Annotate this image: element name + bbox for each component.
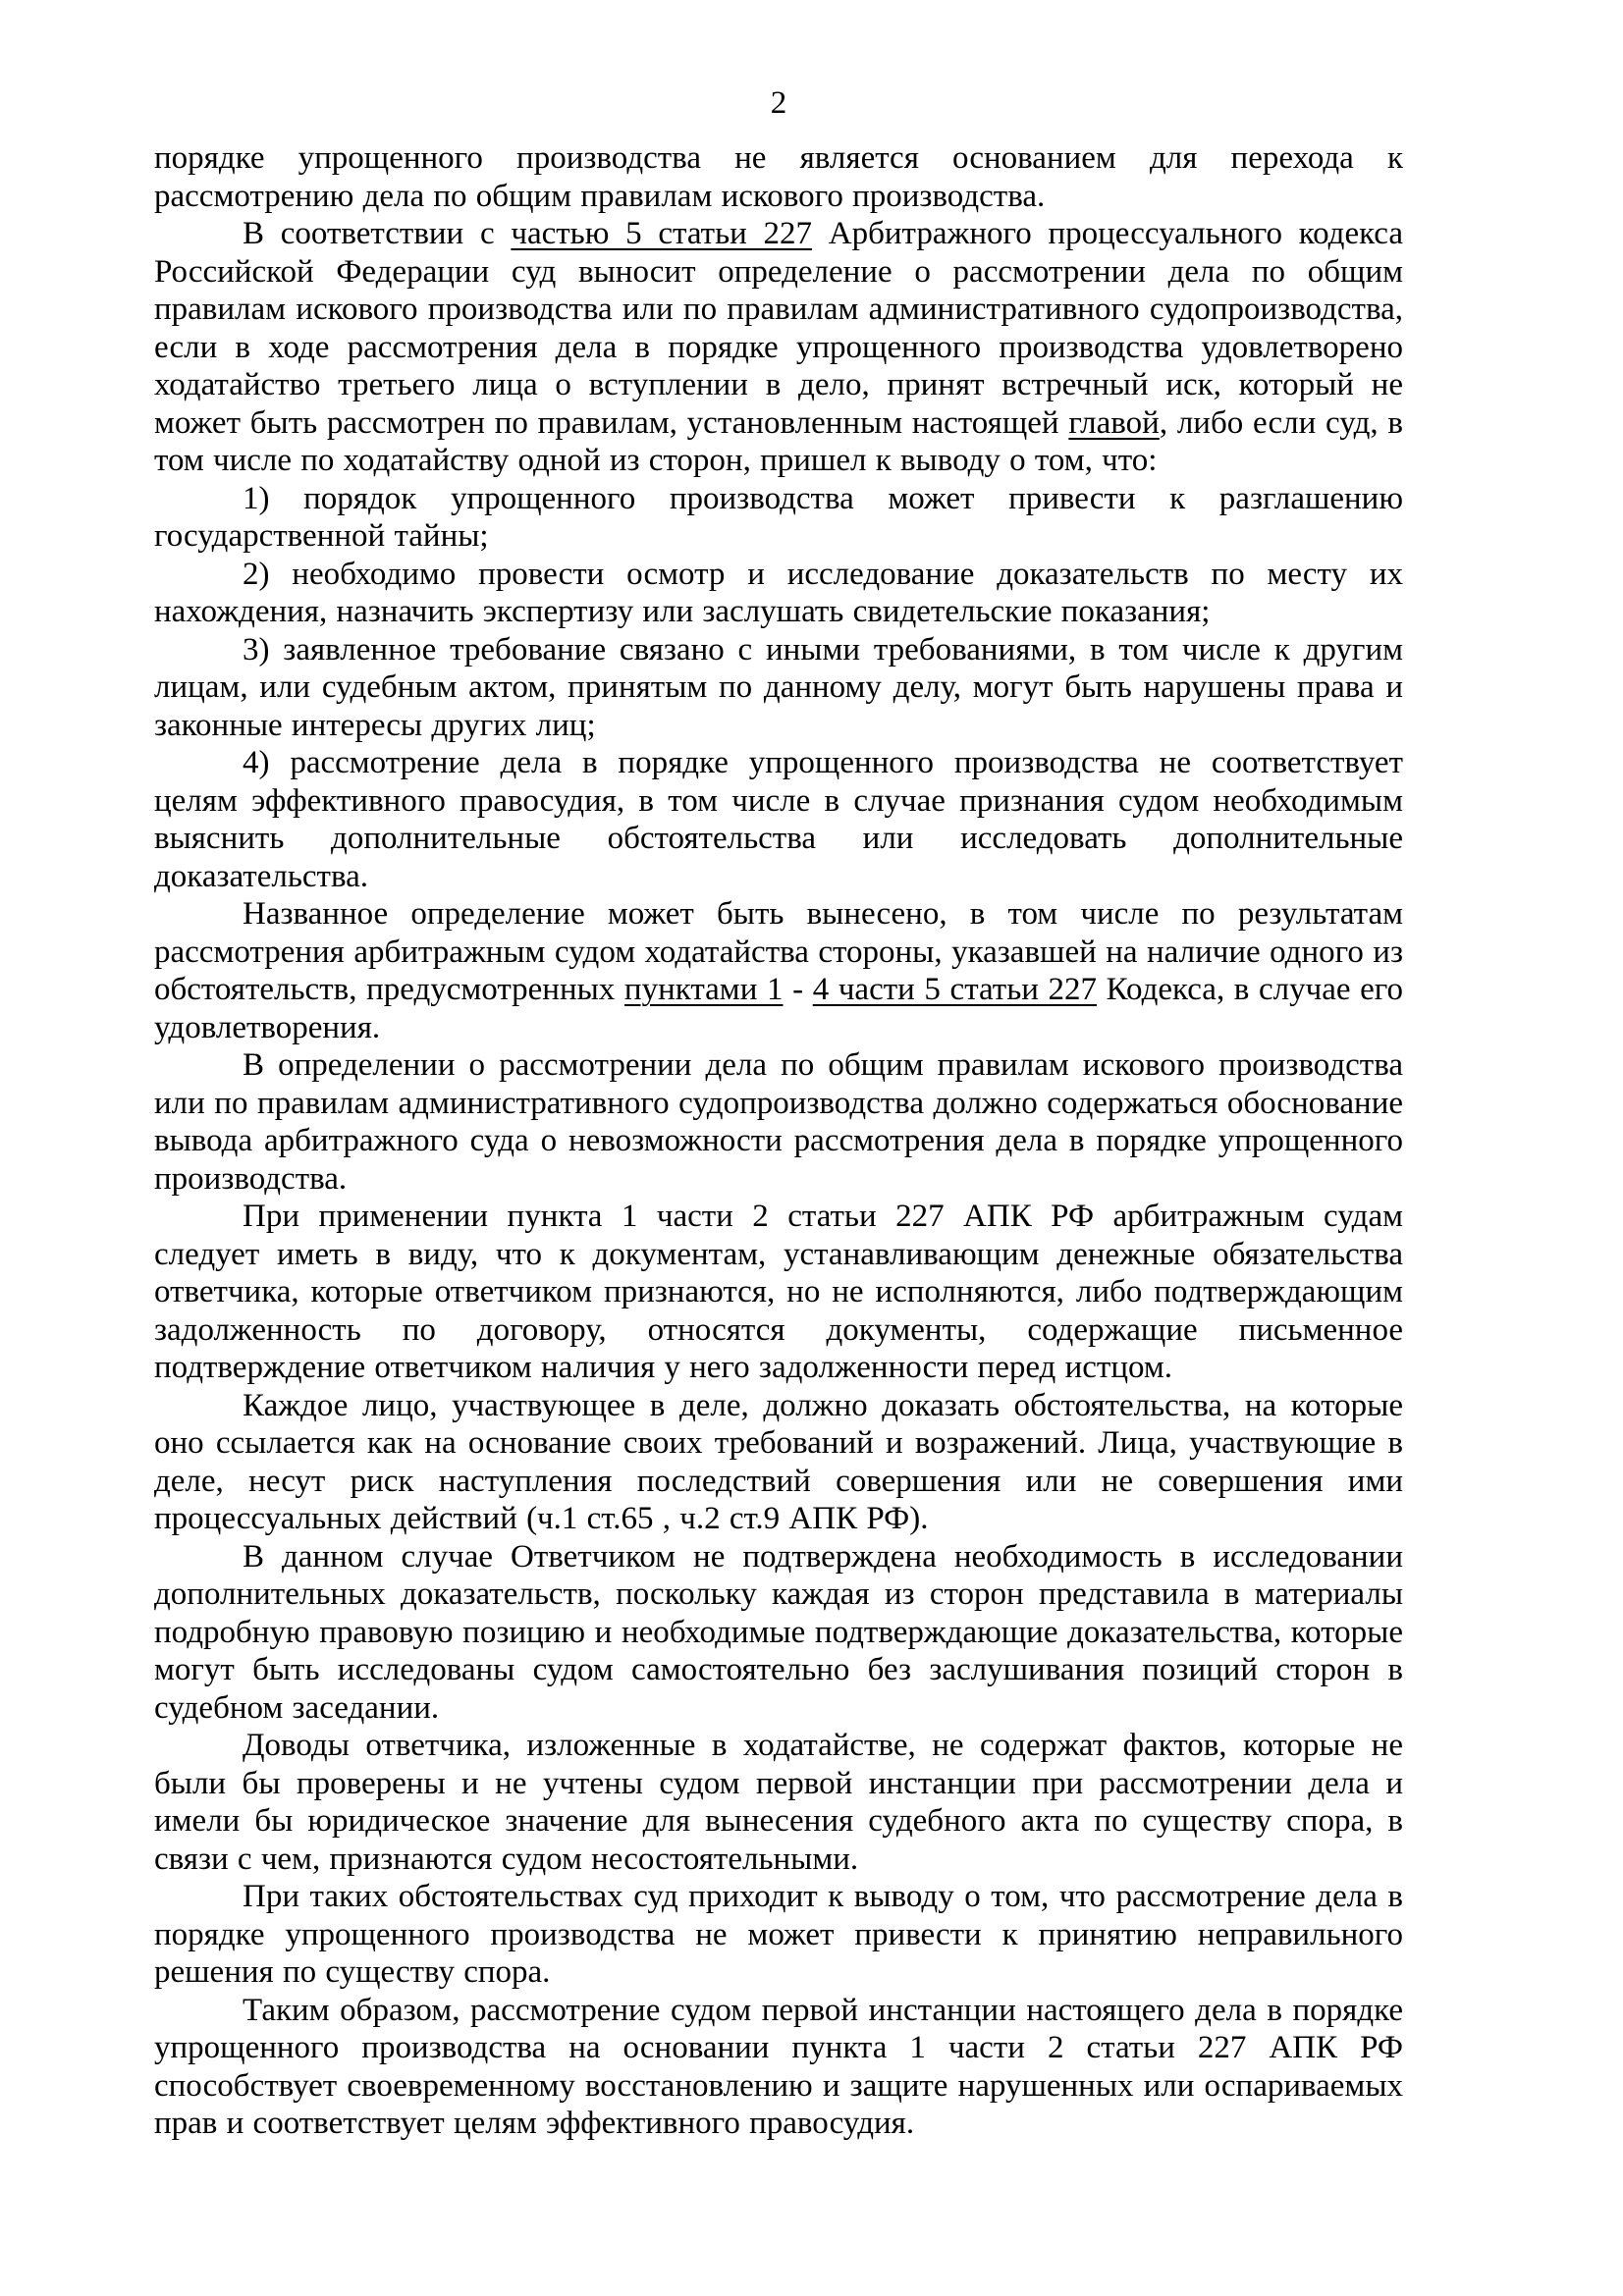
text-segment: Таким образом, рассмотрение судом первой инстанции настоящего дела в порядке упрощенного производства на основании пункта 1 части 2 статьи 227 АПК РФ способствует своевременному восстановлению и защите нарушенных или оспариваемых прав и соответствует целям эффективного правосудия. <box>154 1992 1403 2141</box>
paragraph <box>154 556 1403 631</box>
text-segment: , либо если суд, в том числе по ходатайству одной из сторон, пришел к выводу о том, что: <box>154 404 1403 478</box>
paragraph <box>154 1046 1403 1198</box>
text-segment: Названное определение может быть вынесено, в том числе по результатам рассмотрения арбитражным судом ходатайства стороны, указавшей на наличие одного из обстоятельств, предусмотренных <box>154 896 1403 1007</box>
legal-reference-underlined: пунктами 1 <box>623 972 784 1007</box>
paragraph <box>154 744 1403 895</box>
document-body <box>154 139 1403 2143</box>
text-segment: 2) необходимо провести осмотр и исследование доказательств по месту их нахождения, назначить экспертизу или заслушать свидетельские показания; <box>154 556 1403 629</box>
text-segment: Арбитражного процессуального кодекса Российской Федерации суд выносит определение о рассмотрении дела по общим правилам искового производства или по правилам административного судопроизводства, если в ходе рассмотрения дела в порядке упрощенного производства удовлетворено ходатайство третьего лица о вступлении в дело, принят встречный иск, который не может быть рассмотрен по правилам, установленным настоящей <box>154 216 1403 441</box>
paragraph <box>154 1878 1403 1992</box>
text-segment: 4) рассмотрение дела в порядке упрощенного производства не соответствует целям эффективного правосудия, в том числе в случае признания судом необходимым выяснить дополнительные обстоятельства или исследовать дополнительные доказательства. <box>154 745 1403 894</box>
paragraph <box>154 480 1403 556</box>
text-segment: порядке упрощенного производства не является основанием для перехода к рассмотрению дела по общим правилам искового производства. <box>154 140 1403 214</box>
text-segment: 3) заявленное требование связано с иными требованиями, в том числе к другим лицам, или судебным актом, принятым по данному делу, могут быть нарушены права и законные интересы других лиц; <box>154 631 1403 743</box>
legal-reference-underlined: частью 5 статьи 227 <box>511 216 813 251</box>
text-segment: При таких обстоятельствах суд приходит к выводу о том, что рассмотрение дела в порядке упрощенного производства не может привести к принятию неправильного решения по существу спора. <box>154 1879 1403 1990</box>
text-segment: В определении о рассмотрении дела по общим правилам искового производства или по правилам административного судопроизводства должно содержаться обоснование вывода арбитражного суда о невозможности рассмотрения дела в порядке упрощенного производства. <box>154 1047 1403 1197</box>
text-segment: 1) порядок упрощенного производства может привести к разглашению государственной тайны; <box>154 480 1403 554</box>
paragraph <box>154 1727 1403 1878</box>
paragraph <box>154 1198 1403 1387</box>
text-segment: В данном случае Ответчиком не подтверждена необходимость в исследовании дополнительных доказательств, поскольку каждая из сторон представила в материалы подробную правовую позицию и необходимые подтверждающие доказательства, которые могут быть исследованы судом самостоятельно без заслушивания позиций сторон в судебном заседании. <box>154 1538 1403 1726</box>
text-segment: - <box>783 972 813 1007</box>
legal-reference-underlined: 4 части 5 статьи 227 <box>812 972 1098 1007</box>
text-segment: Доводы ответчика, изложенные в ходатайстве, не содержат фактов, которые не были бы проверены и не учтены судом первой инстанции при рассмотрении дела и имели бы юридическое значение для вынесения судебного акта по существу спора, в связи с чем, признаются судом несостоятельными. <box>154 1728 1403 1877</box>
paragraph <box>154 215 1403 480</box>
paragraph <box>154 631 1403 745</box>
paragraph <box>154 1538 1403 1728</box>
text-segment: В соответствии с <box>243 216 512 251</box>
page-number: 2 <box>770 85 787 121</box>
paragraph <box>154 139 1403 215</box>
paragraph <box>154 895 1403 1046</box>
text-segment: Кодекса, в случае его удовлетворения. <box>154 972 1403 1045</box>
text-segment: При применении пункта 1 части 2 статьи 227 АПК РФ арбитражным судам следует иметь в виду, что к документам, устанавливающим денежные обязательства ответчика, которые ответчиком признаются, но не исполняются, либо подтверждающим задолженность по договору, относятся документы, содержащие письменное подтверждение ответчиком наличия у него задолженности перед истцом. <box>154 1199 1403 1385</box>
paragraph <box>154 1992 1403 2143</box>
paragraph <box>154 1387 1403 1538</box>
text-segment: Каждое лицо, участвующее в деле, должно доказать обстоятельства, на которые оно ссылается как на основание своих требований и возражений. Лица, участвующие в деле, несут риск наступления последствий совершения или не совершения ими процессуальных действий (ч.1 ст.65 , ч.2 ст.9 АПК РФ). <box>154 1387 1403 1536</box>
legal-reference-underlined: главой <box>1068 404 1160 441</box>
